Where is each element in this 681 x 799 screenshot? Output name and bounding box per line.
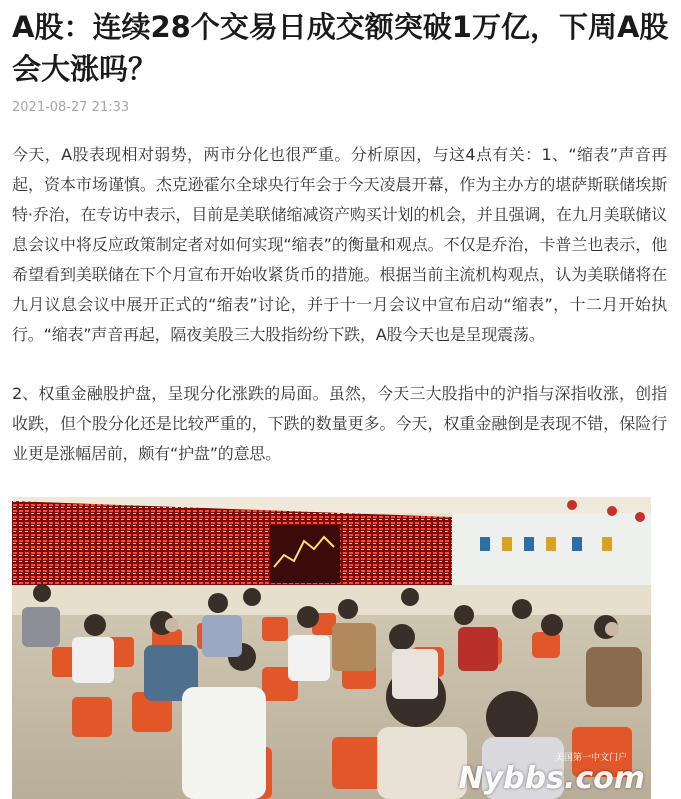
watermark-tagline: 美国第一中文门户 bbox=[554, 753, 627, 763]
publish-date: 2021-08-27 21:33 bbox=[12, 100, 130, 115]
article-title: A股：连续28个交易日成交额突破1万亿，下周A股会大涨吗？ bbox=[12, 10, 669, 86]
trading-hall-photo bbox=[12, 497, 651, 799]
article-paragraph-1: 今天，A股表现相对弱势，两市分化也很严重。分析原因，与这4点有关：1、“缩表”声音再起，资本市场谨慎。杰克逊霍尔全球央行年会于今天凌晨开幕，作为主办方的堪萨斯联储埃斯特·乔治，在专访中表示，目前是美联储缩减资产购买计划的机会，并且强调，在九月美联储议息会议中将反应政策制定者对如何实现“缩表”的衡量和观点。不仅是乔治，卡普兰也表示，他希望看到美联储在下个月宣布开始收紧货币的措施。根据当前主流机构观点，认为美联储将在九月议息会议中展开正式的“缩表”讨论，并于十一月会议中宣布启动“缩表”，十二月开始执行。“缩表”声音再起，隔夜美股三大股指纷纷下跌，A股今天也是呈现震荡。 bbox=[12, 145, 667, 344]
watermark-logo: Nybbs.com bbox=[458, 761, 645, 796]
article-paragraph-2: 2、权重金融股护盘，呈现分化涨跌的局面。虽然，今天三大股指中的沪指与深指收涨，创指收跌，但个股分化还是比较严重的，下跌的数量更多。今天，权重金融倒是表现不错，保险行业更是涨幅居前，颇有“护盘”的意思。 bbox=[12, 384, 667, 463]
site-watermark bbox=[458, 753, 645, 795]
